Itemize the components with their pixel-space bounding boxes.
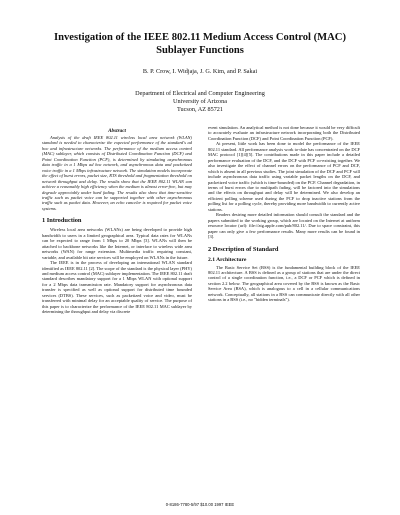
abstract-text: Analysis of the draft IEEE 802.11 wireless local area network (WLAN) standard is needed to characterize the expected performance of the standard's ad hoc and infrastructure networks. The performance of the medium access control (MAC) sublayer, which consists of Distributed Coordination Function (DCF) and Point Coordination Function (PCF), is determined by simulating asynchronous data traffic in a 1 Mbps ad hoc network, and asynchronous data and packetized voice traffic in a 1 Mbps infrastructure network. The simulation models incorporate the effect of burst errors, packet size, RTS threshold and fragmentation threshold on network throughput and delay. The results show that the IEEE 802.11 WLAN can achieve a reasonably high efficiency when the medium is almost error-free, but may degrade appreciably under hard fading. The results also show that time-sensitive traffic such as packet voice can be supported together with other asynchronous traffic such as packet data. However, an echo canceler is required for packet voice systems.	[42, 135, 192, 211]
right-paragraph-0: event simulation. An analytical method is not done because it would be very difficult to accurately evaluate an infrastructure network incorporating both the Distributed Coordination Function (DCF) and Point Coordination Function (PCF).	[208, 125, 360, 141]
abstract-heading: Abstract	[108, 128, 126, 134]
author-list: B. P. Crow, I. Widjaja, J. G. Kim, and P. Sakai	[142, 68, 258, 75]
paper-title: Investigation of the IEEE 802.11 Medium Access Control (MAC) Sublayer Functions	[53, 32, 346, 56]
subsection-heading-architecture: 2.1 Architecture	[208, 256, 247, 263]
affiliation-dept: Department of Electrical and Computer Engineering	[135, 90, 265, 97]
right-paragraph-2: Readers desiring more detailed information should consult the standard and the papers submitted to the working group, which are located on the Internet at uniform resource locator (url): file://atg.apple.com/pub/802.11/. Due to space constraint, this paper can only give a few performance results. Many more results can be found in [3].	[208, 212, 360, 240]
affiliation	[42, 90, 358, 115]
right-column	[208, 125, 360, 303]
affiliation-city: Tucson, AZ 85721	[176, 106, 223, 114]
intro-paragraph-2: The IEEE is in the process of developing an international WLAN standard identified as IEEE 802.11 [2]. The scope of the standard is the physical layer (PHY) and medium access control (MAC) sublayer implementation. The IEEE 802.11 draft standard describes mandatory support for a 1 Mbps WLAN with optional support for a 2 Mbps data transmission rate. Mandatory support for asynchronous data transfer is specified as well as optional support for distributed time bounded services (DTBS). These services, such as packetized voice and video, must be transferred with minimal delay for an acceptable quality of service. The purpose of this paper is to characterize the performance of the IEEE 802.11 MAC sublayer by determining the throughput and delay via discrete	[42, 260, 192, 315]
section-heading-introduction: 1 Introduction	[42, 217, 82, 225]
right-paragraph-1: At present, little work has been done to model the performance of the IEEE 802.11 standard. All performance analysis work to-date has concentrated on the DCF MAC protocol [1][4][5]. The contributions made in this paper include a detailed performance evaluation of the DCF, and the DCF with PCF co-existing together. We also investigate the effect of channel errors on the performance of PCF and DCF, which is absent in all previous studies. The joint simulation of the DCF and PCF will include asynchronous data traffic using variable packet lengths on the DCF, and packetized voice traffic (which is time-bounded) on the PCF. Channel degradation, in terms of burst errors due to multipath fading, will be factored into the simulations and the effects on throughput and delay will be determined. We also develop an efficient polling scheme used during the PCF to drop inactive stations from the polling list for a polling cycle, thereby providing more bandwidth to currently active stations.	[208, 141, 360, 212]
architecture-paragraph: The Basic Service Set (BSS) is the fundamental building block of the IEEE 802.11 architecture. A BSS is defined as a group of stations that are under the direct control of a single coordination function, i.e., a DCF or PCF which is defined in section 2.2 below. The geographical area covered by the BSS is known as the Basic Service Area (BSA), which is analogous to a cell in a cellular communications network. Conceptually, all stations in a BSS can communicate directly with all other stations in a BSS (i.e., no "hidden terminals").	[208, 264, 360, 303]
intro-paragraph-1: Wireless local area networks (WLANs) are being developed to provide high bandwidth to users in a limited geographical area. Typical data rates for WLANs can be expected to range from 1 Mbps to 20 Mbps [3]. WLANs will then be attached to backbone networks like the Internet, or interface to wireless wide area networks (WAN) for range extension. Multimedia traffic requiring constant, variable, and available bit rate services will be employed on WLANs in the future.	[42, 227, 192, 260]
left-column	[42, 128, 192, 315]
affiliation-university: University of Arizona	[173, 98, 227, 106]
section-heading-description: 2 Description of Standard	[208, 245, 279, 253]
copyright-footer: 0-8186-7780-5/97 $10.00 1997 IEEE	[165, 502, 235, 507]
